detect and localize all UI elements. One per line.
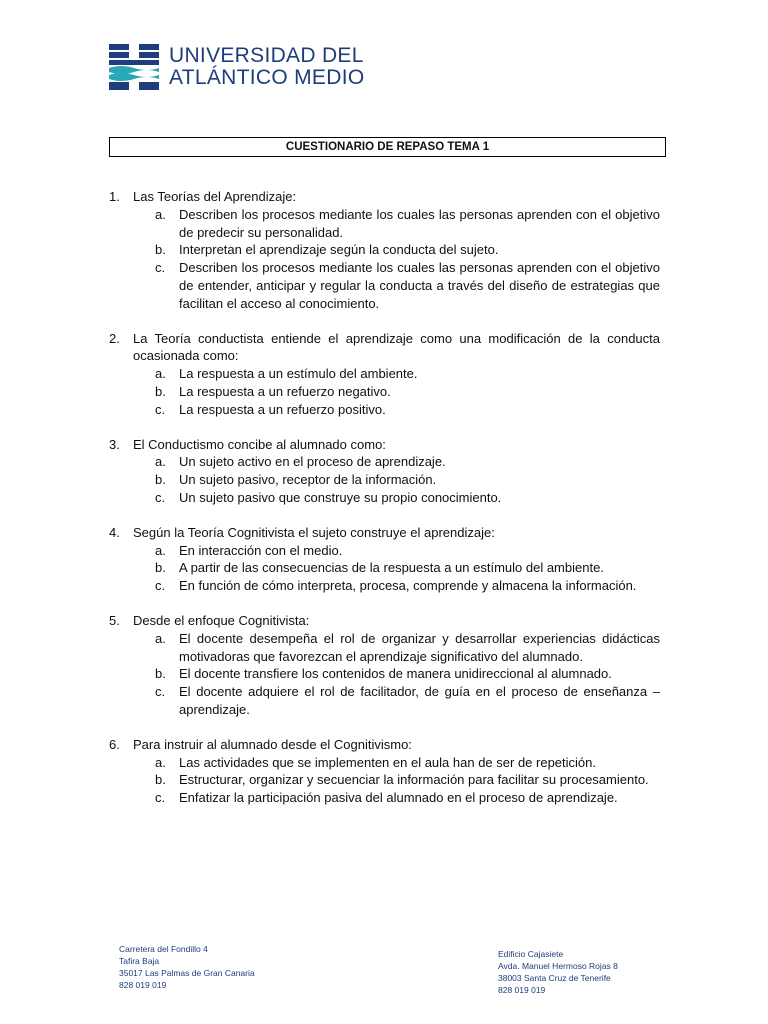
option-letter: c. (155, 684, 166, 700)
option-text: A partir de las consecuencias de la respuesta a un estímulo del ambiente. (179, 560, 604, 576)
footer-line: 38003 Santa Cruz de Tenerife (498, 973, 611, 983)
answer-option (133, 542, 660, 560)
option-list (133, 754, 660, 807)
option-letter: c. (155, 578, 166, 594)
option-letter: a. (155, 366, 166, 382)
question-number: 5. (109, 612, 120, 628)
footer-line: 35017 Las Palmas de Gran Canaria (119, 968, 255, 978)
option-list (133, 206, 660, 313)
option-text: Describen los procesos mediante los cuales las personas aprenden con el objetivo de entender, anticipar y regular la conducta a través del diseño de estrategias que facilitan el acceso al conocimiento. (179, 260, 660, 311)
document-title: CUESTIONARIO DE REPASO TEMA 1 (109, 137, 666, 157)
question-number: 1. (109, 189, 120, 204)
answer-option (133, 683, 660, 719)
option-text: Enfatizar la participación pasiva del alumnado en el proceso de aprendizaje. (179, 790, 618, 806)
answer-option (133, 754, 660, 772)
option-list (133, 542, 660, 595)
option-letter: a. (155, 630, 166, 646)
university-logo (109, 43, 364, 91)
option-text: Las actividades que se implementen en el aula han de ser de repetición. (179, 754, 596, 770)
option-text: Un sujeto pasivo, receptor de la información. (179, 472, 437, 488)
university-name (169, 45, 364, 89)
option-list (133, 630, 660, 719)
question-list (109, 188, 660, 824)
option-text: La respuesta a un estímulo del ambiente. (179, 366, 418, 382)
question-text: Desde el enfoque Cognitivista: (133, 612, 310, 628)
option-letter: c. (155, 489, 166, 505)
question-item (109, 524, 660, 595)
question-item (109, 612, 660, 719)
footer-line: 828 019 019 (498, 985, 546, 995)
question-number: 2. (109, 330, 120, 346)
answer-option (133, 259, 660, 312)
option-text: La respuesta a un refuerzo negativo. (179, 383, 391, 399)
university-name-line1: UNIVERSIDAD DEL (169, 44, 364, 67)
option-letter: b. (155, 666, 166, 682)
question-text: La Teoría conductista entiende el aprendizaje como una modificación de la conducta ocasionada como: (133, 330, 660, 364)
option-letter: b. (155, 472, 166, 488)
option-letter: a. (155, 754, 166, 770)
option-letter: c. (155, 260, 166, 276)
option-letter: a. (155, 206, 166, 222)
option-text: En función de cómo interpreta, procesa, comprende y almacena la información. (179, 578, 637, 594)
option-list (133, 365, 660, 418)
answer-option (133, 365, 660, 383)
footer-line: Avda. Manuel Hermoso Rojas 8 (498, 961, 618, 971)
answer-option (133, 630, 660, 666)
university-name-line2: ATLÁNTICO MEDIO (169, 66, 365, 89)
option-letter: c. (155, 790, 166, 806)
answer-option (133, 471, 660, 489)
option-text: El docente transfiere los contenidos de manera unidireccional al alumnado. (179, 666, 612, 682)
answer-option (133, 401, 660, 419)
option-letter: b. (155, 383, 166, 399)
question-number: 6. (109, 736, 120, 752)
option-text: La respuesta a un refuerzo positivo. (179, 401, 386, 417)
option-letter: c. (155, 401, 166, 417)
answer-option (133, 789, 660, 807)
option-text: Un sujeto activo en el proceso de aprendizaje. (179, 454, 446, 470)
answer-option (133, 206, 660, 242)
question-item (109, 188, 660, 313)
footer-line: 828 019 019 (119, 980, 167, 990)
question-item (109, 736, 660, 807)
option-text: En interacción con el medio. (179, 542, 343, 558)
option-letter: b. (155, 242, 166, 258)
answer-option (133, 771, 660, 789)
question-item (109, 330, 660, 419)
option-letter: b. (155, 772, 166, 788)
answer-option (133, 383, 660, 401)
option-text: Estructurar, organizar y secuenciar la información para facilitar su procesamiento. (179, 772, 649, 788)
answer-option (133, 489, 660, 507)
answer-option (133, 577, 660, 595)
question-item (109, 436, 660, 507)
footer-line: Carretera del Fondillo 4 (119, 944, 208, 954)
question-text: Para instruir al alumnado desde el Cognitivismo: (133, 736, 412, 752)
option-letter: b. (155, 560, 166, 576)
answer-option (133, 453, 660, 471)
option-text: El docente adquiere el rol de facilitador, de guía en el proceso de enseñanza – aprendizaje. (179, 684, 660, 717)
footer-line: Tafira Baja (119, 956, 160, 966)
footer-address-right (498, 948, 618, 996)
footer-line: Edificio Cajasiete (498, 949, 564, 959)
footer-address-left (119, 943, 255, 991)
question-number: 3. (109, 436, 120, 452)
question-text: Según la Teoría Cognitivista el sujeto construye el aprendizaje: (133, 524, 495, 540)
answer-option (133, 559, 660, 577)
option-text: El docente desempeña el rol de organizar y desarrollar experiencias didácticas motivadoras que favorezcan el aprendizaje significativo del alumnado. (179, 630, 660, 664)
question-text: El Conductismo concibe al alumnado como: (133, 436, 386, 452)
university-emblem-icon (109, 44, 159, 90)
question-number: 4. (109, 524, 120, 540)
option-text: Interpretan el aprendizaje según la conducta del sujeto. (179, 242, 499, 258)
question-text: Las Teorías del Aprendizaje: (133, 189, 297, 204)
answer-option (133, 241, 660, 259)
option-list (133, 453, 660, 506)
answer-option (133, 665, 660, 683)
option-text: Describen los procesos mediante los cuales las personas aprenden con el objetivo de predecir su personalidad. (179, 206, 660, 240)
option-text: Un sujeto pasivo que construye su propio conocimiento. (179, 489, 502, 505)
option-letter: a. (155, 542, 166, 558)
option-letter: a. (155, 454, 166, 470)
